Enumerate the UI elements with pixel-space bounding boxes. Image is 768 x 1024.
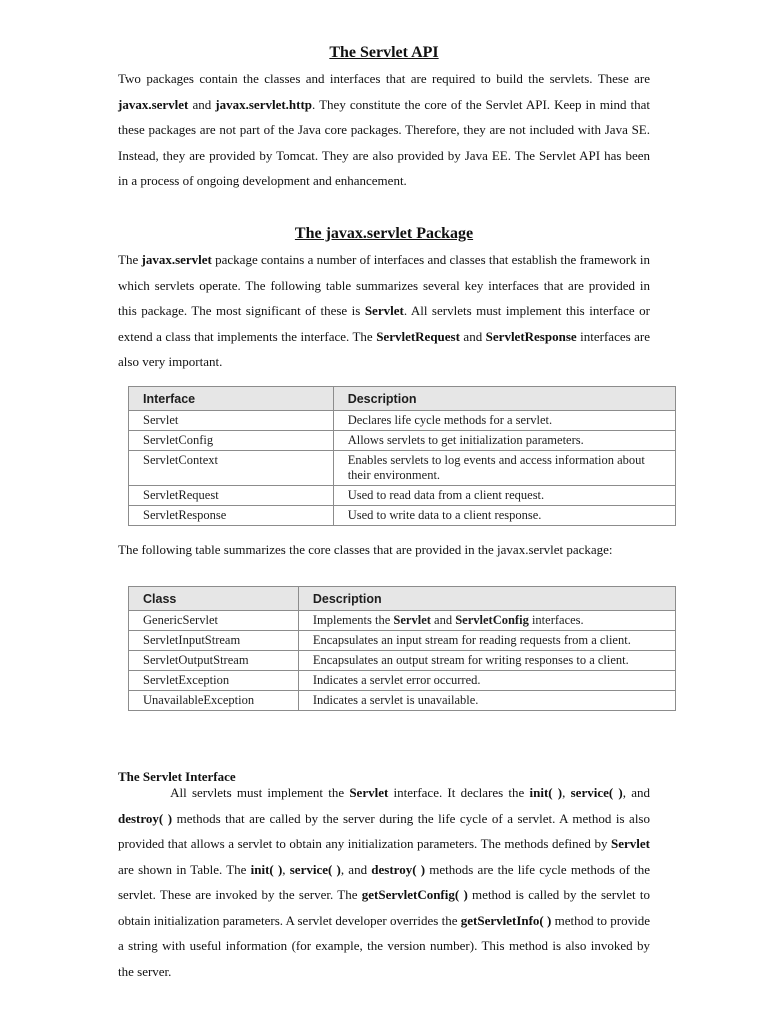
table-row — [129, 451, 676, 486]
name-cell: ServletInputStream — [129, 631, 299, 651]
servlet-interface-paragraph: All servlets must implement the Servlet interface. It declares the init( ), service( ), and destroy( ) methods that are called by the server during the life cycle of a servlet. A method is also provided that allows a servlet to obtain any initialization parameters. The methods defined by Servlet are shown in Table. The init( ), service( ), and destroy( ) methods are the life cycle methods of the servlet. These are invoked by the server. The getServletConfig( ) method is called by the servlet to obtain initialization parameters. A servlet developer overrides the getServletInfo( ) method to provide a string with useful information (for example, the version number). This method is also invoked by the server. — [118, 785, 651, 979]
name-cell: ServletException — [129, 671, 299, 691]
description-cell: Indicates a servlet is unavailable. — [298, 691, 675, 711]
servlet-api-paragraph: Two packages contain the classes and interfaces that are required to build the servlets. These are javax.servlet and javax.servlet.http. They constitute the core of the Servlet API. Keep in mind that these packages are not part of the Java core packages. Therefore, they are not included with Java SE. Instead, they are provided by Tomcat. They are also provided by Java EE. The Servlet API has been in a process of ongoing development and enhancement. — [118, 71, 650, 188]
name-cell: GenericServlet — [129, 611, 299, 631]
servlet-interface-heading: The Servlet Interface — [118, 769, 236, 784]
table-row — [129, 486, 676, 506]
table-row — [129, 506, 676, 526]
column-header: Class — [129, 587, 299, 611]
servlet-api-title: The Servlet API — [329, 44, 439, 61]
javax-servlet-package-title: The javax.servlet Package — [294, 225, 474, 242]
description-cell: Declares life cycle methods for a servlet. — [333, 411, 675, 431]
name-cell: ServletRequest — [129, 486, 334, 506]
table-row — [129, 651, 676, 671]
javax-servlet-package-paragraph: The javax.servlet package contains a number of interfaces and classes that establish the framework in which servlets operate. The following table summarizes several key interfaces that are provided in this package. The most significant of these is Servlet. All servlets must implement this interface or extend a class that implements the interface. The ServletRequest and ServletResponse interfaces are also very important. — [118, 252, 651, 369]
table-row — [129, 411, 676, 431]
class-table — [128, 586, 676, 711]
name-cell: UnavailableException — [129, 691, 299, 711]
table-row — [129, 691, 676, 711]
description-cell: Indicates a servlet error occurred. — [298, 671, 675, 691]
name-cell: ServletResponse — [129, 506, 334, 526]
table-row — [129, 671, 676, 691]
description-cell: Encapsulates an output stream for writing responses to a client. — [298, 651, 675, 671]
description-cell: Implements the Servlet and ServletConfig interfaces. — [298, 611, 675, 631]
name-cell: ServletContext — [129, 451, 334, 486]
column-header: Description — [333, 387, 675, 411]
description-cell: Used to read data from a client request. — [333, 486, 675, 506]
name-cell: ServletOutputStream — [129, 651, 299, 671]
table-header-row — [129, 387, 676, 411]
name-cell: Servlet — [129, 411, 334, 431]
table-row — [129, 631, 676, 651]
table-header-row — [129, 587, 676, 611]
table-row — [129, 431, 676, 451]
description-cell: Used to write data to a client response. — [333, 506, 675, 526]
column-header: Interface — [129, 387, 334, 411]
interface-table — [128, 386, 676, 526]
description-cell: Enables servlets to log events and access information about their environment. — [333, 451, 675, 486]
classes-intro-text: The following table summarizes the core classes that are provided in the javax.servlet package: — [118, 542, 613, 557]
column-header: Description — [298, 587, 675, 611]
name-cell: ServletConfig — [129, 431, 334, 451]
table-row — [129, 611, 676, 631]
description-cell: Encapsulates an input stream for reading requests from a client. — [298, 631, 675, 651]
description-cell: Allows servlets to get initialization parameters. — [333, 431, 675, 451]
